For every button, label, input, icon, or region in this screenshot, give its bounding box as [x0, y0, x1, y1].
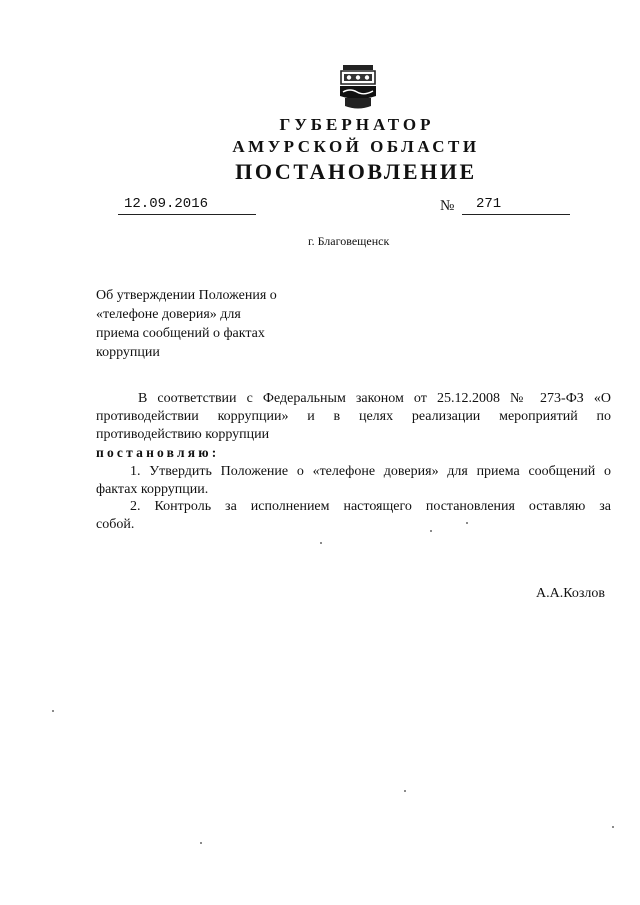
document-date: 12.09.2016 — [124, 196, 209, 212]
item-1-paragraph — [96, 463, 611, 499]
item-2-paragraph — [96, 498, 611, 534]
signatory-name: А.А.Козлов — [536, 586, 605, 601]
scan-speck — [52, 710, 54, 712]
scan-speck — [466, 522, 468, 524]
scan-speck — [200, 842, 202, 844]
subject-line: приема сообщений о фактах — [96, 326, 265, 341]
subject-line: Об утверждении Положения о — [96, 288, 277, 303]
document-number: 271 — [476, 196, 502, 212]
preamble-line: противодействию коррупции — [96, 427, 270, 442]
scan-speck — [404, 790, 406, 792]
document-city: г. Благовещенск — [308, 234, 390, 248]
decree-word: постановляю: — [96, 445, 220, 460]
date-underline — [118, 214, 256, 215]
number-sign: № — [440, 198, 455, 214]
subject-line: «телефоне доверия» для — [96, 307, 241, 322]
scan-speck — [320, 542, 322, 544]
preamble-line: В соответствии с Федеральным законом от 25.12.2008 № 273-ФЗ «О — [138, 391, 611, 406]
preamble-paragraph — [96, 390, 611, 444]
item-line: 2. Контроль за исполнением настоящего постановления оставляю за — [130, 499, 611, 514]
number-underline — [462, 214, 570, 215]
scan-speck — [430, 530, 432, 532]
subject-line: коррупции — [96, 345, 160, 360]
item-line: фактах коррупции. — [96, 482, 209, 497]
document-subject — [96, 286, 336, 362]
preamble-line: противодействии коррупции» и в целях реализации мероприятий по — [96, 409, 611, 424]
coat-of-arms-icon — [335, 62, 381, 112]
issuer-region: АМУРСКОЙ ОБЛАСТИ — [232, 137, 480, 156]
item-line: 1. Утвердить Положение о «телефоне доверия» для приема сообщений о — [130, 464, 611, 479]
item-line: собой. — [96, 517, 135, 532]
issuer-title: ГУБЕРНАТОР — [279, 115, 435, 134]
document-type-title: ПОСТАНОВЛЕНИЕ — [235, 159, 477, 184]
scan-speck — [612, 826, 614, 828]
